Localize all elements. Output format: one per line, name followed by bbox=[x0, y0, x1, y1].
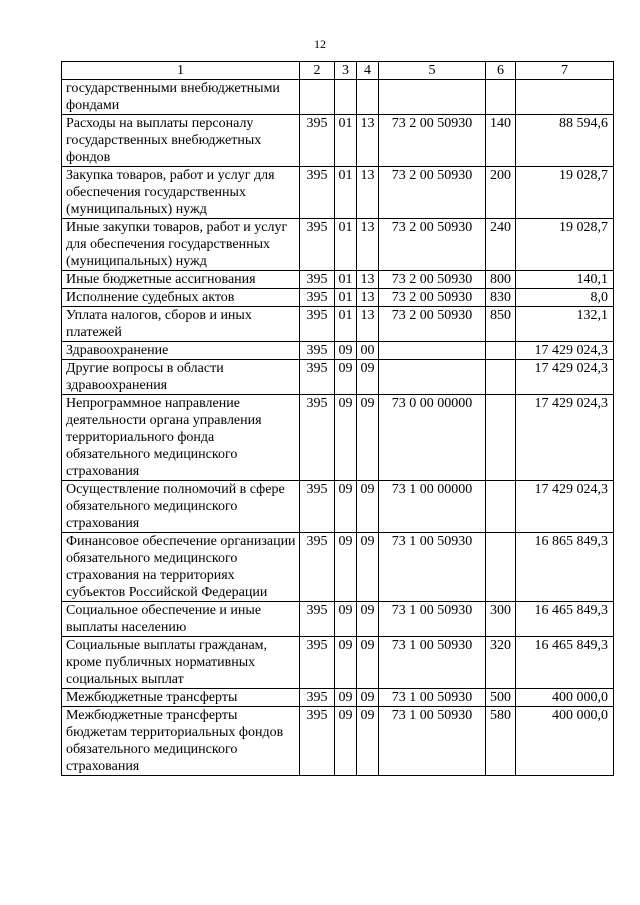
column-header: 4 bbox=[357, 62, 379, 80]
amount-cell: 132,1 bbox=[516, 307, 614, 342]
section-cell bbox=[335, 80, 357, 115]
expense-type-cell: 300 bbox=[486, 602, 516, 637]
expense-type-cell bbox=[486, 395, 516, 481]
expense-type-cell: 140 bbox=[486, 115, 516, 167]
amount-cell: 16 865 849,3 bbox=[516, 533, 614, 602]
target-article-cell: 73 2 00 50930 bbox=[379, 289, 486, 307]
section-cell: 09 bbox=[335, 637, 357, 689]
target-article-cell: 73 1 00 50930 bbox=[379, 707, 486, 776]
expense-type-cell bbox=[486, 533, 516, 602]
amount-cell: 16 465 849,3 bbox=[516, 637, 614, 689]
code-cell: 395 bbox=[300, 115, 335, 167]
amount-cell: 400 000,0 bbox=[516, 707, 614, 776]
code-cell: 395 bbox=[300, 307, 335, 342]
expense-type-cell bbox=[486, 342, 516, 360]
amount-cell: 19 028,7 bbox=[516, 167, 614, 219]
section-cell: 09 bbox=[335, 481, 357, 533]
code-cell: 395 bbox=[300, 395, 335, 481]
expense-type-cell bbox=[486, 360, 516, 395]
row-name-cell: Социальное обеспечение и иные выплаты населению bbox=[62, 602, 300, 637]
subsection-cell: 00 bbox=[357, 342, 379, 360]
section-cell: 01 bbox=[335, 289, 357, 307]
amount-cell: 8,0 bbox=[516, 289, 614, 307]
expense-type-cell: 580 bbox=[486, 707, 516, 776]
code-cell: 395 bbox=[300, 219, 335, 271]
amount-cell: 17 429 024,3 bbox=[516, 360, 614, 395]
amount-cell: 140,1 bbox=[516, 271, 614, 289]
subsection-cell: 09 bbox=[357, 707, 379, 776]
code-cell: 395 bbox=[300, 289, 335, 307]
table-row bbox=[62, 167, 614, 219]
amount-cell: 19 028,7 bbox=[516, 219, 614, 271]
table-row bbox=[62, 342, 614, 360]
section-cell: 01 bbox=[335, 167, 357, 219]
target-article-cell: 73 0 00 00000 bbox=[379, 395, 486, 481]
subsection-cell: 13 bbox=[357, 167, 379, 219]
column-header: 1 bbox=[62, 62, 300, 80]
row-name-cell: Межбюджетные трансферты bbox=[62, 689, 300, 707]
subsection-cell: 13 bbox=[357, 289, 379, 307]
subsection-cell: 13 bbox=[357, 219, 379, 271]
target-article-cell: 73 2 00 50930 bbox=[379, 271, 486, 289]
row-name-cell: Финансовое обеспечение организации обязательного медицинского страхования на территориях субъектов Российской Федерации bbox=[62, 533, 300, 602]
section-cell: 09 bbox=[335, 342, 357, 360]
budget-table bbox=[61, 61, 614, 776]
subsection-cell: 13 bbox=[357, 307, 379, 342]
page-number: 12 bbox=[314, 37, 326, 51]
expense-type-cell bbox=[486, 80, 516, 115]
row-name-cell: Исполнение судебных актов bbox=[62, 289, 300, 307]
table-row bbox=[62, 637, 614, 689]
amount-cell: 400 000,0 bbox=[516, 689, 614, 707]
section-cell: 01 bbox=[335, 271, 357, 289]
amount-cell: 16 465 849,3 bbox=[516, 602, 614, 637]
subsection-cell: 13 bbox=[357, 115, 379, 167]
expense-type-cell: 320 bbox=[486, 637, 516, 689]
section-cell: 01 bbox=[335, 115, 357, 167]
column-header: 2 bbox=[300, 62, 335, 80]
code-cell: 395 bbox=[300, 689, 335, 707]
table-row bbox=[62, 307, 614, 342]
table-row bbox=[62, 395, 614, 481]
section-cell: 09 bbox=[335, 602, 357, 637]
subsection-cell: 09 bbox=[357, 689, 379, 707]
subsection-cell: 09 bbox=[357, 360, 379, 395]
section-cell: 09 bbox=[335, 689, 357, 707]
code-cell: 395 bbox=[300, 707, 335, 776]
table-row bbox=[62, 602, 614, 637]
row-name-cell: Другие вопросы в области здравоохранения bbox=[62, 360, 300, 395]
row-name-cell: Осуществление полномочий в сфере обязательного медицинского страхования bbox=[62, 481, 300, 533]
target-article-cell: 73 1 00 50930 bbox=[379, 637, 486, 689]
column-header: 3 bbox=[335, 62, 357, 80]
table-row bbox=[62, 707, 614, 776]
row-name-cell: Уплата налогов, сборов и иных платежей bbox=[62, 307, 300, 342]
target-article-cell: 73 2 00 50930 bbox=[379, 219, 486, 271]
column-header: 7 bbox=[516, 62, 614, 80]
target-article-cell: 73 1 00 50930 bbox=[379, 689, 486, 707]
code-cell: 395 bbox=[300, 360, 335, 395]
target-article-cell bbox=[379, 80, 486, 115]
amount-cell: 17 429 024,3 bbox=[516, 342, 614, 360]
table-row bbox=[62, 271, 614, 289]
amount-cell: 17 429 024,3 bbox=[516, 395, 614, 481]
subsection-cell: 09 bbox=[357, 637, 379, 689]
table-row bbox=[62, 289, 614, 307]
code-cell: 395 bbox=[300, 271, 335, 289]
code-cell: 395 bbox=[300, 602, 335, 637]
expense-type-cell: 240 bbox=[486, 219, 516, 271]
table-row bbox=[62, 80, 614, 115]
code-cell: 395 bbox=[300, 481, 335, 533]
code-cell: 395 bbox=[300, 167, 335, 219]
section-cell: 09 bbox=[335, 360, 357, 395]
amount-cell: 88 594,6 bbox=[516, 115, 614, 167]
expense-type-cell: 830 bbox=[486, 289, 516, 307]
subsection-cell: 09 bbox=[357, 533, 379, 602]
table-row bbox=[62, 219, 614, 271]
amount-cell: 17 429 024,3 bbox=[516, 481, 614, 533]
row-name-cell: Расходы на выплаты персоналу государственных внебюджетных фондов bbox=[62, 115, 300, 167]
subsection-cell: 13 bbox=[357, 271, 379, 289]
target-article-cell: 73 2 00 50930 bbox=[379, 307, 486, 342]
target-article-cell: 73 1 00 00000 bbox=[379, 481, 486, 533]
subsection-cell bbox=[357, 80, 379, 115]
target-article-cell: 73 2 00 50930 bbox=[379, 115, 486, 167]
row-name-cell: Межбюджетные трансферты бюджетам территориальных фондов обязательного медицинского страхования bbox=[62, 707, 300, 776]
expense-type-cell: 850 bbox=[486, 307, 516, 342]
row-name-cell: Иные закупки товаров, работ и услуг для обеспечения государственных (муниципальных) нужд bbox=[62, 219, 300, 271]
subsection-cell: 09 bbox=[357, 602, 379, 637]
column-header: 6 bbox=[486, 62, 516, 80]
code-cell: 395 bbox=[300, 637, 335, 689]
target-article-cell bbox=[379, 342, 486, 360]
subsection-cell: 09 bbox=[357, 481, 379, 533]
row-name-cell: Непрограммное направление деятельности органа управления территориального фонда обязательного медицинского страхования bbox=[62, 395, 300, 481]
table-row bbox=[62, 533, 614, 602]
row-name-cell: государственными внебюджетными фондами bbox=[62, 80, 300, 115]
table-header-row bbox=[62, 62, 614, 80]
table-row bbox=[62, 360, 614, 395]
subsection-cell: 09 bbox=[357, 395, 379, 481]
section-cell: 01 bbox=[335, 307, 357, 342]
expense-type-cell bbox=[486, 481, 516, 533]
section-cell: 09 bbox=[335, 707, 357, 776]
row-name-cell: Закупка товаров, работ и услуг для обеспечения государственных (муниципальных) нужд bbox=[62, 167, 300, 219]
code-cell: 395 bbox=[300, 533, 335, 602]
expense-type-cell: 200 bbox=[486, 167, 516, 219]
amount-cell bbox=[516, 80, 614, 115]
target-article-cell: 73 2 00 50930 bbox=[379, 167, 486, 219]
expense-type-cell: 800 bbox=[486, 271, 516, 289]
code-cell bbox=[300, 80, 335, 115]
column-header: 5 bbox=[379, 62, 486, 80]
table-body bbox=[62, 80, 614, 776]
row-name-cell: Иные бюджетные ассигнования bbox=[62, 271, 300, 289]
target-article-cell: 73 1 00 50930 bbox=[379, 602, 486, 637]
row-name-cell: Социальные выплаты гражданам, кроме публичных нормативных социальных выплат bbox=[62, 637, 300, 689]
target-article-cell: 73 1 00 50930 bbox=[379, 533, 486, 602]
section-cell: 09 bbox=[335, 533, 357, 602]
section-cell: 01 bbox=[335, 219, 357, 271]
table-row bbox=[62, 689, 614, 707]
code-cell: 395 bbox=[300, 342, 335, 360]
expense-type-cell: 500 bbox=[486, 689, 516, 707]
table-row bbox=[62, 115, 614, 167]
target-article-cell bbox=[379, 360, 486, 395]
table-row bbox=[62, 481, 614, 533]
section-cell: 09 bbox=[335, 395, 357, 481]
row-name-cell: Здравоохранение bbox=[62, 342, 300, 360]
